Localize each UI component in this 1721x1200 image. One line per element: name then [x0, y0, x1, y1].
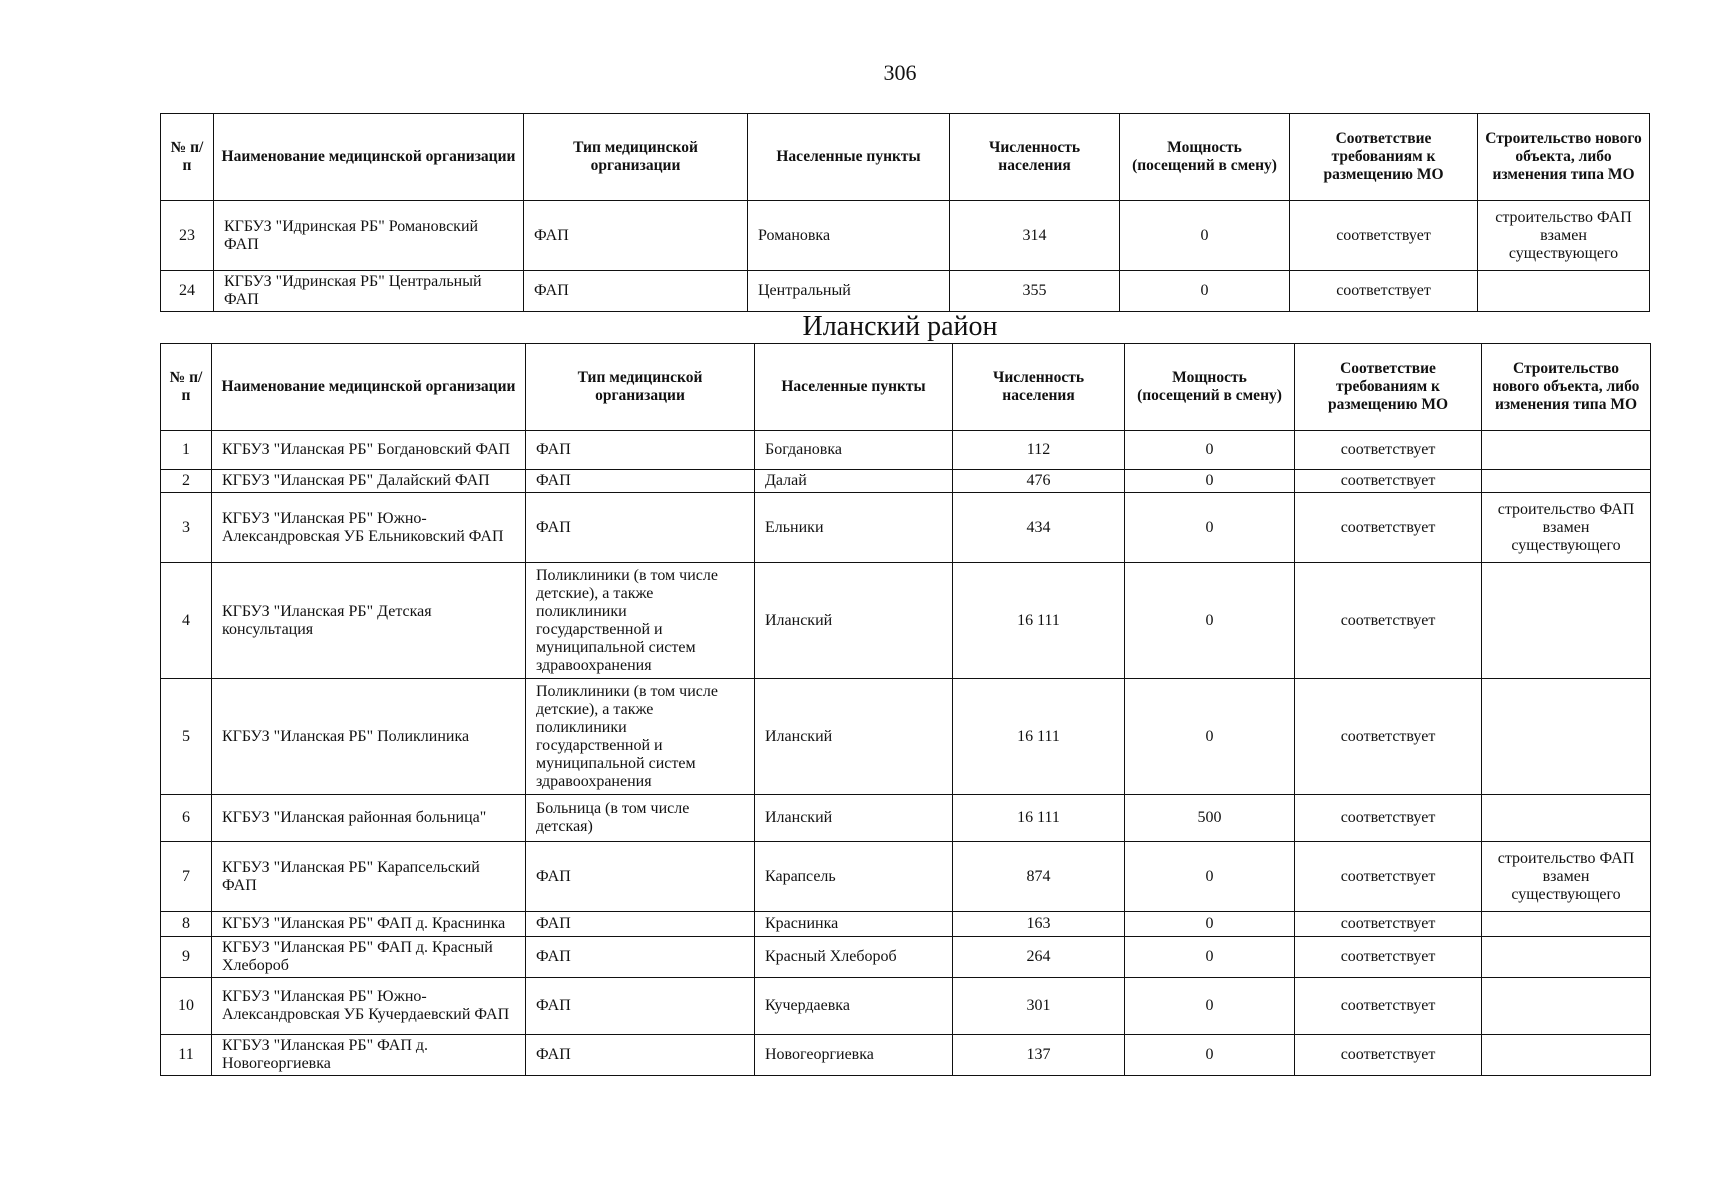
cell-settlement: Иланский	[755, 795, 953, 842]
cell-type: ФАП	[526, 431, 755, 470]
cell-type: ФАП	[524, 271, 748, 312]
cell-name: КГБУЗ "Иланская РБ" ФАП д. Краснинка	[212, 912, 526, 937]
table-header-row	[161, 114, 1650, 201]
table-row	[161, 431, 1651, 470]
cell-settlement: Карапсель	[755, 842, 953, 912]
header-capacity: Мощность (посещений в смену)	[1125, 344, 1295, 431]
cell-construction	[1482, 431, 1651, 470]
header-construction: Строительство нового объекта, либо изменения типа МО	[1478, 114, 1650, 201]
table-row	[161, 563, 1651, 679]
cell-type: Поликлиники (в том числе детские), а также поликлиники государственной и муниципальной систем здравоохранения	[526, 563, 755, 679]
cell-construction	[1478, 271, 1650, 312]
cell-num: 8	[161, 912, 212, 937]
cell-name: КГБУЗ "Иланская районная больница"	[212, 795, 526, 842]
cell-capacity: 0	[1120, 201, 1290, 271]
cell-capacity: 0	[1125, 493, 1295, 563]
cell-construction: строительство ФАП взамен существующего	[1482, 842, 1651, 912]
cell-construction	[1482, 978, 1651, 1035]
cell-type: ФАП	[526, 978, 755, 1035]
cell-settlement: Центральный	[748, 271, 950, 312]
cell-construction	[1482, 912, 1651, 937]
cell-capacity: 500	[1125, 795, 1295, 842]
cell-settlement: Новогеоргиевка	[755, 1035, 953, 1076]
cell-name: КГБУЗ "Иланская РБ" Южно-Александровская УБ Ельниковский ФАП	[212, 493, 526, 563]
cell-num: 9	[161, 937, 212, 978]
page-number: 306	[883, 60, 917, 85]
cell-type: ФАП	[526, 937, 755, 978]
cell-settlement: Богдановка	[755, 431, 953, 470]
cell-capacity: 0	[1125, 912, 1295, 937]
table-row	[161, 271, 1650, 312]
cell-num: 5	[161, 679, 212, 795]
header-name: Наименование медицинской организации	[214, 114, 524, 201]
table-row	[161, 201, 1650, 271]
cell-population: 264	[953, 937, 1125, 978]
cell-compliance: соответствует	[1295, 912, 1482, 937]
cell-type: ФАП	[526, 470, 755, 493]
header-num: № п/п	[161, 114, 214, 201]
header-compliance: Соответствие требованиям к размещению МО	[1290, 114, 1478, 201]
cell-name: КГБУЗ "Иланская РБ" ФАП д. Новогеоргиевка	[212, 1035, 526, 1076]
cell-type: ФАП	[526, 842, 755, 912]
cell-settlement: Далай	[755, 470, 953, 493]
cell-settlement: Романовка	[748, 201, 950, 271]
header-population: Численность населения	[950, 114, 1120, 201]
cell-num: 11	[161, 1035, 212, 1076]
cell-num: 2	[161, 470, 212, 493]
cell-compliance: соответствует	[1295, 563, 1482, 679]
cell-construction	[1482, 679, 1651, 795]
main-table	[160, 343, 1651, 1076]
cell-capacity: 0	[1125, 978, 1295, 1035]
cell-num: 10	[161, 978, 212, 1035]
table-row	[161, 470, 1651, 493]
cell-type: Поликлиники (в том числе детские), а также поликлиники государственной и муниципальной систем здравоохранения	[526, 679, 755, 795]
cell-settlement: Иланский	[755, 679, 953, 795]
cell-compliance: соответствует	[1295, 842, 1482, 912]
cell-name: КГБУЗ "Иланская РБ" Поликлиника	[212, 679, 526, 795]
header-name: Наименование медицинской организации	[212, 344, 526, 431]
table-row	[161, 978, 1651, 1035]
cell-population: 874	[953, 842, 1125, 912]
cell-capacity: 0	[1120, 271, 1290, 312]
cell-population: 476	[953, 470, 1125, 493]
cell-name: КГБУЗ "Идринская РБ" Романовский ФАП	[214, 201, 524, 271]
cell-population: 434	[953, 493, 1125, 563]
cell-compliance: соответствует	[1295, 978, 1482, 1035]
cell-population: 16 111	[953, 795, 1125, 842]
header-settlements: Населенные пункты	[755, 344, 953, 431]
cell-population: 112	[953, 431, 1125, 470]
cell-type: Больница (в том числе детская)	[526, 795, 755, 842]
top-table	[160, 113, 1650, 312]
cell-population: 163	[953, 912, 1125, 937]
cell-population: 16 111	[953, 563, 1125, 679]
table-header-row	[161, 344, 1651, 431]
cell-population: 355	[950, 271, 1120, 312]
cell-compliance: соответствует	[1295, 937, 1482, 978]
cell-capacity: 0	[1125, 937, 1295, 978]
cell-name: КГБУЗ "Идринская РБ" Центральный ФАП	[214, 271, 524, 312]
header-settlements: Населенные пункты	[748, 114, 950, 201]
header-type: Тип медицинской организации	[524, 114, 748, 201]
cell-capacity: 0	[1125, 563, 1295, 679]
header-num: № п/п	[161, 344, 212, 431]
cell-settlement: Иланский	[755, 563, 953, 679]
cell-settlement: Красный Хлебороб	[755, 937, 953, 978]
cell-compliance: соответствует	[1290, 271, 1478, 312]
cell-construction	[1482, 1035, 1651, 1076]
table-row	[161, 795, 1651, 842]
cell-compliance: соответствует	[1295, 679, 1482, 795]
cell-population: 301	[953, 978, 1125, 1035]
cell-type: ФАП	[524, 201, 748, 271]
cell-population: 16 111	[953, 679, 1125, 795]
cell-construction	[1482, 470, 1651, 493]
cell-settlement: Кучердаевка	[755, 978, 953, 1035]
cell-type: ФАП	[526, 493, 755, 563]
cell-settlement: Ельники	[755, 493, 953, 563]
cell-capacity: 0	[1125, 1035, 1295, 1076]
cell-compliance: соответствует	[1295, 1035, 1482, 1076]
cell-construction	[1482, 563, 1651, 679]
cell-construction: строительство ФАП взамен существующего	[1478, 201, 1650, 271]
cell-capacity: 0	[1125, 470, 1295, 493]
header-population: Численность населения	[953, 344, 1125, 431]
cell-name: КГБУЗ "Иланская РБ" Карапсельский ФАП	[212, 842, 526, 912]
table-row	[161, 679, 1651, 795]
cell-capacity: 0	[1125, 842, 1295, 912]
section-title: Иланский район	[802, 311, 998, 342]
cell-compliance: соответствует	[1295, 795, 1482, 842]
cell-name: КГБУЗ "Иланская РБ" Детская консультация	[212, 563, 526, 679]
cell-num: 23	[161, 201, 214, 271]
cell-capacity: 0	[1125, 431, 1295, 470]
cell-compliance: соответствует	[1295, 431, 1482, 470]
cell-construction	[1482, 937, 1651, 978]
cell-population: 314	[950, 201, 1120, 271]
cell-settlement: Краснинка	[755, 912, 953, 937]
cell-name: КГБУЗ "Иланская РБ" Богдановский ФАП	[212, 431, 526, 470]
header-construction: Строительство нового объекта, либо изменения типа МО	[1482, 344, 1651, 431]
cell-compliance: соответствует	[1295, 493, 1482, 563]
cell-type: ФАП	[526, 1035, 755, 1076]
cell-construction	[1482, 795, 1651, 842]
cell-num: 3	[161, 493, 212, 563]
table-row	[161, 912, 1651, 937]
cell-name: КГБУЗ "Иланская РБ" ФАП д. Красный Хлебороб	[212, 937, 526, 978]
cell-num: 24	[161, 271, 214, 312]
header-type: Тип медицинской организации	[526, 344, 755, 431]
cell-num: 6	[161, 795, 212, 842]
table-row	[161, 937, 1651, 978]
cell-compliance: соответствует	[1290, 201, 1478, 271]
cell-compliance: соответствует	[1295, 470, 1482, 493]
cell-num: 1	[161, 431, 212, 470]
cell-name: КГБУЗ "Иланская РБ" Далайский ФАП	[212, 470, 526, 493]
cell-type: ФАП	[526, 912, 755, 937]
cell-name: КГБУЗ "Иланская РБ" Южно-Александровская УБ Кучердаевский ФАП	[212, 978, 526, 1035]
cell-construction: строительство ФАП взамен существующего	[1482, 493, 1651, 563]
cell-num: 7	[161, 842, 212, 912]
table-row	[161, 842, 1651, 912]
table-row	[161, 1035, 1651, 1076]
header-capacity: Мощность (посещений в смену)	[1120, 114, 1290, 201]
cell-capacity: 0	[1125, 679, 1295, 795]
table-row	[161, 493, 1651, 563]
cell-population: 137	[953, 1035, 1125, 1076]
header-compliance: Соответствие требованиям к размещению МО	[1295, 344, 1482, 431]
cell-num: 4	[161, 563, 212, 679]
